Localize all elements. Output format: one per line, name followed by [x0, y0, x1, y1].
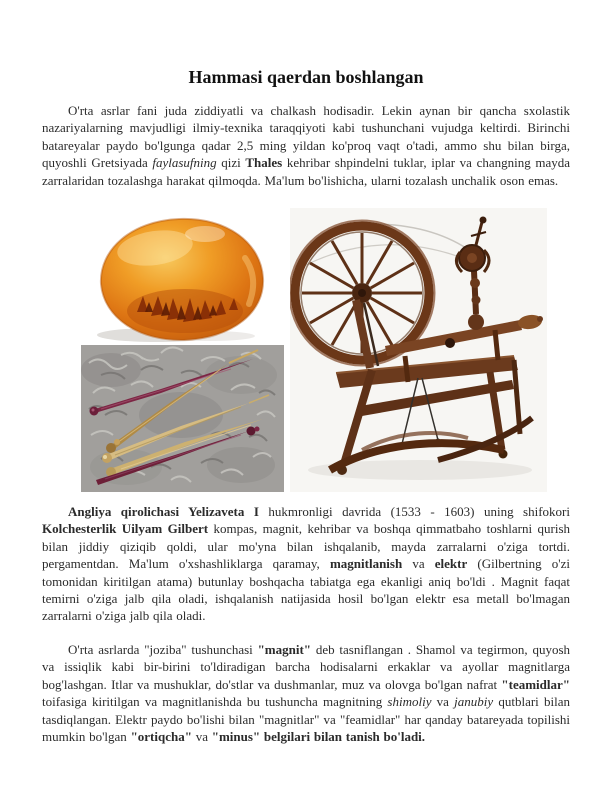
text-run: faylasufning [152, 155, 217, 171]
paragraph-gilbert [42, 503, 570, 625]
text-run: "teamidlar" [501, 676, 570, 692]
text-run: O'rta asrlarda "joziba" tushunchasi [68, 642, 258, 657]
text-run: va [431, 694, 455, 710]
text-run: "ortiqcha" [130, 729, 192, 745]
text-run: elektr [434, 556, 468, 572]
text-run: va [191, 729, 212, 745]
text-run: "magnit" [257, 642, 312, 657]
spinning-wheel-photo [290, 208, 547, 492]
text-run: qutblari bilan tasdiqlangan. Elektr paydo bo'lishi bilan "magnitlar" va "feamidlar" har qanday batareyada topilishi mumkin bo'lgan [42, 694, 570, 745]
text-run: va [402, 556, 435, 572]
text-run: shimoliy [387, 694, 432, 710]
text-run: kompas, magnit, kehribar va boshqa qimmatbaho toshlarni qurish bilan jiddiy qiziqib qoldi, ular mo'yna bilan ishqalanib, mayda zarralarni o'ziga tortdi. pergamentdan. Ma'lum o'xshashliklarga qaramay, [42, 521, 570, 572]
text-run: (Gilbertning o'zi tomonidan kiritilgan atama) butunlay boshqacha tabiatga ega ekanligi aniq bo'ldi . Magnit faqat temirni o'ziga jalb qila oladi, ishqalanish natijasida hosil bo'lgan elektr esa metall bo'lmagan zarralarni o'ziga jalb qila oladi. [42, 556, 570, 624]
text-run: magnitlanish [329, 556, 403, 572]
drop-spindles-photo [81, 345, 284, 492]
text-run: hukmronligi davrida (1533 - 1603) uning shifokori [258, 504, 570, 519]
text-run: qizi [216, 155, 246, 171]
text-run: Kolchesterlik Uilyam Gilbert [42, 521, 209, 537]
paragraph-intro [42, 102, 570, 189]
text-run: Angliya qirolichasi Yelizaveta I [68, 504, 259, 519]
amber-stone-photo [85, 208, 273, 345]
spinning-wheel-illustration [290, 208, 547, 492]
text-run: deb tasniflangan . Shamol va tegirmon, quyosh va issiqlik kabi bir-birini to'ldiradigan barcha hodisalarni erkaklar va ayollar magnitlarga bog'lashgan. Itlar va mushuklar, do'stlar va dushmanlar, muz va olovga bo'lgan nafrat [42, 642, 570, 692]
page-title: Hammasi qaerdan boshlangan [188, 67, 424, 87]
text-run: O'rta asrlar fani juda ziddiyatli va chalkash hodisadir. Lekin aynan bir qancha sxolastik nazariyalarning mavjudligi ilmiy-texnika taraqqiyoti kabi tushunchani vujudga keltirdi. Birinchi batareyalar paydo bo'lgunga qadar 2,5 ming yildan ko'proq vaqt o'tadi, ammo shu bilan birga, quyoshli Gretsiyada [42, 103, 570, 171]
paragraph-magnit [42, 641, 570, 745]
text-run: kehribar shpindelni tuklar, iplar va changning mayda zarralaridan tozalashga harakat qilmoqda. Ma'lum bo'lishicha, ularni tozalash unchalik oson emas. [42, 155, 570, 188]
text-run: janubiy [454, 694, 494, 710]
text-run: toifasiga kiritilgan va magnitlanishda bu tushuncha magnitning [42, 694, 388, 710]
drop-spindles-illustration [81, 345, 284, 492]
text-run: "minus" belgilari bilan tanish bo'ladi. [211, 729, 426, 745]
text-run: Thales [245, 155, 283, 171]
amber-stone-illustration [85, 208, 273, 345]
